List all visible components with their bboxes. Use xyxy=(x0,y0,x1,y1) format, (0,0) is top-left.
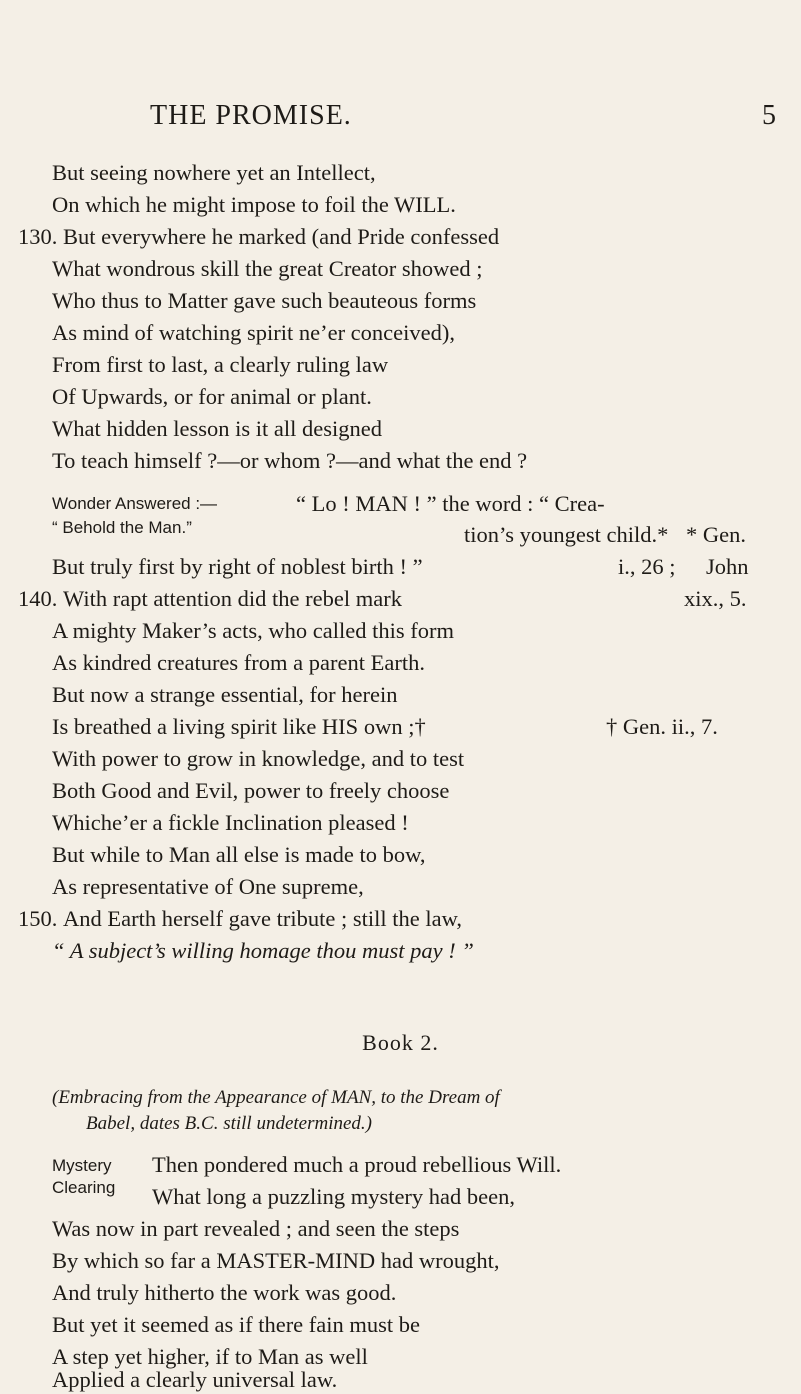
verse-line: Whiche’er a fickle Inclination pleased ! xyxy=(52,810,409,835)
verse-line: But seeing nowhere yet an Intellect, xyxy=(52,160,376,185)
verse-line: As kindred creatures from a parent Earth. xyxy=(52,650,425,675)
verse-line: But while to Man all else is made to bow, xyxy=(52,842,426,867)
margin-note: Mystery xyxy=(52,1156,112,1175)
verse-line: From first to last, a clearly ruling law xyxy=(52,352,389,377)
margin-note: Clearing xyxy=(52,1178,116,1197)
verse-line: With rapt attention did the rebel mark xyxy=(63,586,402,611)
verse-line: “ Lo ! MAN ! ” the word : “ Crea- xyxy=(296,491,605,516)
verse-line: A mighty Maker’s acts, who called this form xyxy=(52,618,455,643)
verse-line: tion’s youngest child.* xyxy=(464,522,669,547)
verse-line: But everywhere he marked (and Pride confessed xyxy=(63,224,500,249)
verse-line: A step yet higher, if to Man as well xyxy=(52,1344,368,1369)
verse-line: Was now in part revealed ; and seen the steps xyxy=(52,1216,460,1241)
line-number: 140. xyxy=(18,586,58,611)
page-number: 5 xyxy=(762,100,777,131)
book-subtitle: (Embracing from the Appearance of MAN, to the Dream of xyxy=(52,1087,500,1108)
verse-line: But truly first by right of noblest birth ! ” xyxy=(52,554,423,579)
line-number: 130. xyxy=(18,224,58,249)
verse-line: “ A subject’s willing homage thou must pay ! ” xyxy=(52,938,474,963)
margin-note: Wonder Answered :— xyxy=(52,494,218,513)
verse-line: What long a puzzling mystery had been, xyxy=(152,1184,516,1209)
verse-line: And truly hitherto the work was good. xyxy=(52,1280,397,1305)
verse-line: With power to grow in knowledge, and to test xyxy=(52,746,465,771)
verse-line: What hidden lesson is it all designed xyxy=(52,416,382,441)
book-subtitle: Babel, dates B.C. still undetermined.) xyxy=(86,1113,373,1134)
footnote-ref: * Gen. xyxy=(686,522,746,547)
footnote-ref: John xyxy=(706,554,749,579)
line-number: 150. xyxy=(18,906,58,931)
verse-line: Of Upwards, or for animal or plant. xyxy=(52,384,372,409)
verse-line: As mind of watching spirit ne’er conceived), xyxy=(52,320,456,345)
verse-line: Applied a clearly universal law. xyxy=(52,1367,338,1392)
footnote-ref: † Gen. ii., 7. xyxy=(606,714,718,739)
verse-line: And Earth herself gave tribute ; still the law, xyxy=(63,906,463,931)
footnote-ref: xix., 5. xyxy=(684,586,747,611)
verse-line: Then pondered much a proud rebellious Will. xyxy=(152,1152,562,1177)
running-title: THE PROMISE. xyxy=(150,100,352,131)
footnote-ref: i., 26 ; xyxy=(618,554,676,579)
verse-line: Is breathed a living spirit like HIS own ;† xyxy=(52,714,426,739)
verse-line: Both Good and Evil, power to freely choose xyxy=(52,778,450,803)
verse-line: But yet it seemed as if there fain must be xyxy=(52,1312,421,1337)
verse-line: As representative of One supreme, xyxy=(52,874,364,899)
verse-line: What wondrous skill the great Creator showed ; xyxy=(52,256,483,281)
verse-line: On which he might impose to foil the WILL. xyxy=(52,192,456,217)
book-heading: Book 2. xyxy=(362,1030,439,1055)
verse-line: To teach himself ?—or whom ?—and what the end ? xyxy=(52,448,528,473)
margin-note: “ Behold the Man.” xyxy=(52,518,192,537)
verse-line: But now a strange essential, for herein xyxy=(52,682,398,707)
verse-line: Who thus to Matter gave such beauteous forms xyxy=(52,288,477,313)
verse-line: By which so far a MASTER-MIND had wrought, xyxy=(52,1248,500,1273)
